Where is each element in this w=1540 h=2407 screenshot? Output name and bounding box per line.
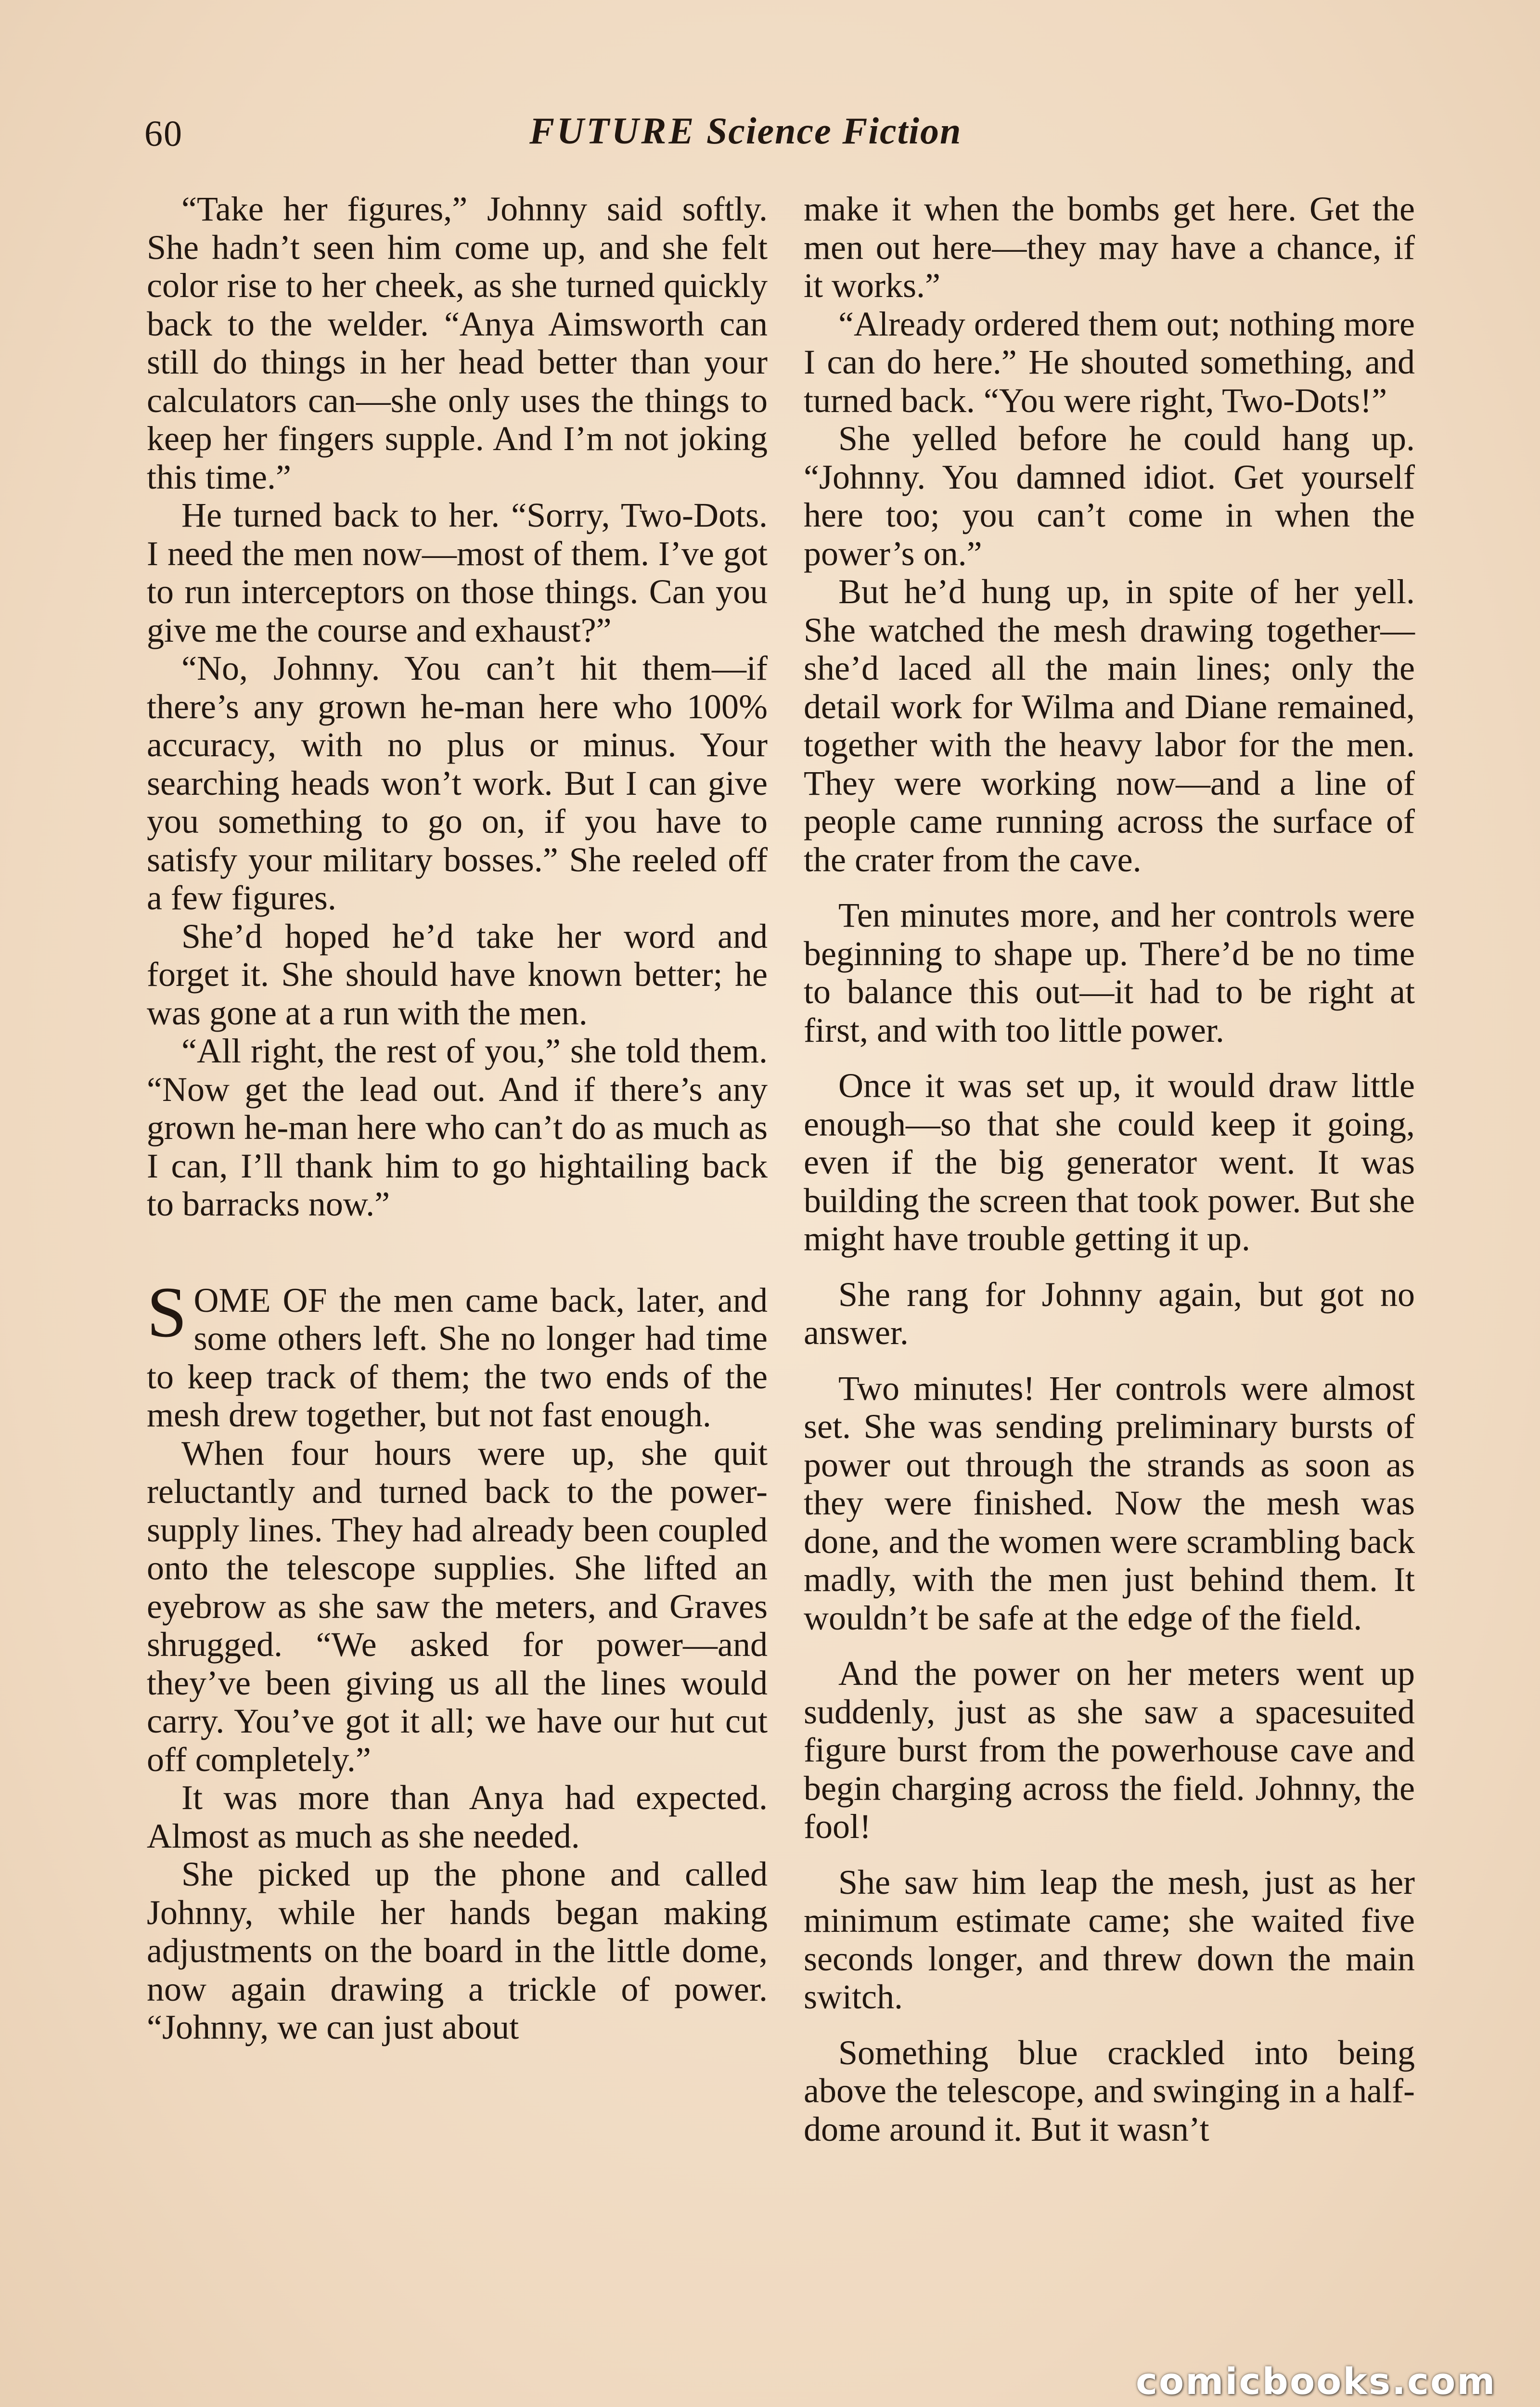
paragraph: “Take her figures,” Johnny said softly. She hadn’t seen him come up, and she felt color rise to her cheek, as she turned quickly back to the welder. “Anya Aimsworth can still do things in her head better than your calculators can—she only uses the things to keep her fingers supple. And I’m not joking this time.” [147,190,768,496]
section-start-paragraph [147,1272,768,1435]
magazine-title [529,107,962,155]
paragraph: make it when the bombs get here. Get the men out here—they may have a chance, if it works.” [804,190,1415,305]
paragraph: Ten minutes more, and her controls were beginning to shape up. There’d be no time to balance this out—it had to be right at first, and with too little power. [804,896,1415,1049]
paragraph: When four hours were up, she quit reluctantly and turned back to the power-supply lines. They had already been coupled onto the telescope supplies. She lifted an eyebrow as she saw the meters, and Graves shrugged. “We asked for power—and they’ve been giving us all the lines would carry. You’ve got it all; we have our hut cut off completely.” [147,1434,768,1779]
right-column [804,190,1415,2148]
paragraph: “All right, the rest of you,” she told them. “Now get the lead out. And if there’s any grown he-man here who can’t do as much as I can, I’ll thank him to go hightailing back to barracks now.” [147,1032,768,1223]
paragraph: Two minutes! Her controls were almost set. She was sending preliminary bursts of power out through the strands as soon as they were finished. Now the mesh was done, and the women were scrambling back madly, with the men just behind them. It wouldn’t be safe at the edge of the field. [804,1369,1415,1637]
drop-cap: S [147,1272,187,1352]
magazine-title-brand: FUTURE [529,110,696,152]
paragraph: She picked up the phone and called Johnny, while her hands began making adjustments on the board in the little dome, now again drawing a trickle of power. “Johnny, we can just about [147,1855,768,2046]
paragraph: It was more than Anya had expected. Almost as much as she needed. [147,1778,768,1855]
paragraph: She yelled before he could hang up. “Johnny. You damned idiot. Get yourself here too; you can’t come in when the power’s on.” [804,419,1415,573]
paragraph: But he’d hung up, in spite of her yell. She watched the mesh drawing together—she’d laced all the main lines; only the detail work for Wilma and Diane remained, together with the heavy labor for the men. They were working now—and a line of people came running across the surface of the crater from the cave. [804,572,1415,879]
paragraph: She rang for Johnny again, but got no answer. [804,1275,1415,1352]
paragraph-text: OME OF the men came back, later, and some others left. She no longer had time to keep track of them; the two ends of the mesh drew together, but not fast enough. [147,1281,768,1434]
page-header [144,107,1102,160]
paragraph: Something blue crackled into being above the telescope, and swinging in a half-dome around it. But it wasn’t [804,2033,1415,2148]
paragraph: She’d hoped he’d take her word and forget it. She should have known better; he was gone at a run with the men. [147,917,768,1032]
paragraph: She saw him leap the mesh, just as her minimum estimate came; she waited five seconds longer, and threw down the main switch. [804,1863,1415,2016]
paragraph: “Already ordered them out; nothing more I can do here.” He shouted something, and turned back. “You were right, Two-Dots!” [804,304,1415,420]
paragraph: “No, Johnny. You can’t hit them—if there’s any grown he-man here who 100% accuracy, with no plus or minus. Your searching heads won’t work. But I can give you something to go on, if you have to satisfy your military bosses.” She reeled off a few figures. [147,649,768,917]
left-column [147,190,768,2047]
paragraph: Once it was set up, it would draw little enough—so that she could keep it going, even if the big generator went. It was building the screen that took power. But she might have trouble getting it up. [804,1066,1415,1258]
magazine-title-rest: Science Fiction [706,110,962,152]
paragraph: And the power on her meters went up suddenly, just as she saw a spacesuited figure burst from the powerhouse cave and begin charging across the field. Johnny, the fool! [804,1654,1415,1846]
watermark: comicbooks.com [1136,2360,1497,2403]
paragraph: He turned back to her. “Sorry, Two-Dots. I need the men now—most of them. I’ve got to run interceptors on those things. Can you give me the course and exhaust?” [147,496,768,649]
page-number: 60 [144,114,183,154]
